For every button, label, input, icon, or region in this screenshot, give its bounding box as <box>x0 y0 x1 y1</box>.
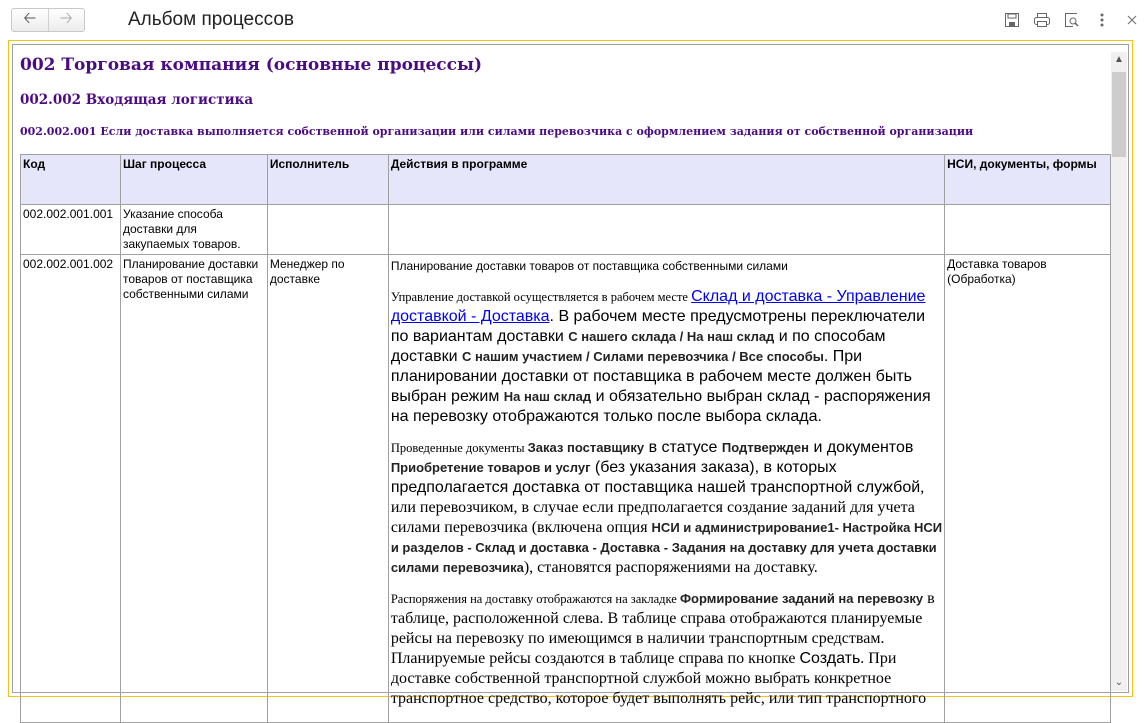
heading-level-2: 002.002 Входящая логистика <box>20 92 254 108</box>
column-header-executor: Исполнитель <box>267 155 388 205</box>
document-view <box>12 44 1129 707</box>
description-paragraph <box>391 257 942 276</box>
ui-term: С нашего склада / На наш склад <box>568 329 775 344</box>
table-header-row <box>21 155 1111 205</box>
cell-actions <box>388 205 944 255</box>
text-segment: и документов <box>809 439 914 456</box>
arrow-left-icon: 🡠 <box>23 9 37 27</box>
cell-executor <box>267 205 388 255</box>
close-button[interactable] <box>1117 8 1147 32</box>
cell-docs: Доставка товаров (Обработка) <box>945 255 1111 723</box>
text-segment: и по способам доставки <box>390 328 886 365</box>
cell-step: Планирование доставки товаров от поставщика собственными силами <box>120 255 267 723</box>
save-icon <box>1004 12 1020 28</box>
cell-docs <box>945 205 1111 255</box>
text-segment: . В рабочем месте предусмотрены переключатели по вариантам доставки <box>390 308 926 345</box>
text-segment: . При доставке собственной транспортной службой можно выбрать конкретное транспортное средство, которое будет выполнять рейс, или тип транспортного <box>390 650 927 707</box>
text-segment: ), становятся распоряжениями на доставку. <box>523 559 818 576</box>
table-row <box>21 255 1111 723</box>
column-header-step: Шаг процесса <box>120 155 267 205</box>
cell-code: 002.002.001.002 <box>21 255 121 723</box>
cell-executor: Менеджер по доставке <box>267 255 388 723</box>
navigation-link[interactable]: Склад и доставка - Управление доставкой - Доставка <box>390 288 926 325</box>
preview-icon <box>1064 12 1080 28</box>
ui-term: На наш склад <box>503 389 592 404</box>
cell-step: Указание способа доставки для закупаемых товаров. <box>120 205 267 255</box>
text-segment: . При планировании доставки от поставщика в рабочем месте должен быть выбран режим <box>390 348 912 405</box>
cell-actions <box>388 255 944 723</box>
text-segment: Управление доставкой осуществляется в рабочем месте <box>390 290 692 304</box>
back-button[interactable] <box>12 9 48 31</box>
text-segment: в статусе <box>644 439 722 456</box>
description-paragraph <box>391 438 942 578</box>
document-content <box>20 45 1110 723</box>
ui-term: Подтвержден <box>721 440 809 455</box>
ui-term: Приобретение товаров и услуг <box>390 460 591 475</box>
print-button[interactable] <box>1027 8 1057 32</box>
scrollbar-thumb[interactable] <box>1112 72 1126 157</box>
cell-code: 002.002.001.001 <box>21 205 121 255</box>
preview-button[interactable] <box>1057 8 1087 32</box>
arrow-right-icon: 🡢 <box>59 9 73 27</box>
text-segment: Планирование доставки товаров от поставщика собственными силами <box>390 259 788 273</box>
more-button[interactable] <box>1087 8 1117 32</box>
ui-term: Формирование заданий на перевозку <box>679 591 924 606</box>
save-button[interactable] <box>997 8 1027 32</box>
text-segment: (без указания заказа), в которых предполагается доставка от поставщика нашей транспортной службой <box>390 459 921 496</box>
document-frame <box>8 40 1133 707</box>
print-icon <box>1033 12 1051 28</box>
text-segment: Распоряжения на доставку отображаются на закладке <box>390 592 680 606</box>
heading-level-3: 002.002.001 Если доставка выполняется собственной организации или силами перевозчика с оформлением задания от собственной организации <box>20 125 974 138</box>
ui-term: С нашим участием / Силами перевозчика / Все способы <box>461 349 824 364</box>
heading-level-1: 002 Торговая компания (основные процессы) <box>20 55 483 75</box>
forward-button[interactable] <box>48 9 85 31</box>
process-table <box>20 154 1111 723</box>
description-paragraph <box>391 589 942 709</box>
window-title: Альбом процессов <box>128 9 294 30</box>
text-segment: Проведенные документы <box>390 441 528 455</box>
more-icon <box>1100 13 1104 27</box>
text-segment: в таблице, расположенной слева. В таблице справа отображаются планируемые рейсы на перевозку по имеющимся в наличии транспортным средствам. Планируемые рейсы создаются в таблице справа по кнопке <box>390 590 935 667</box>
text-segment: , или перевозчиком, в случае если предполагается создание заданий для учета силами перевозчика (включена опция <box>390 479 925 536</box>
text-segment: Создать <box>799 650 861 667</box>
column-header-docs: НСИ, документы, формы <box>945 155 1111 205</box>
table-row <box>21 205 1111 255</box>
ui-term: НСИ и администрирование1- Настройка НСИ и разделов - Склад и доставка - Доставка - Задания на доставку для учета доставки силами перевозчика <box>390 520 943 575</box>
column-header-code: Код <box>21 155 121 205</box>
scroll-down-icon[interactable]: ⌄ <box>1114 677 1124 688</box>
close-icon <box>1127 15 1137 25</box>
ui-term: Заказ поставщику <box>527 440 645 455</box>
toolbar <box>997 8 1147 32</box>
text-segment: и обязательно выбран склад - распоряжения на перевозку отображаются только после выбора склада. <box>390 388 931 425</box>
vertical-scrollbar[interactable] <box>1111 52 1127 691</box>
column-header-actions: Действия в программе <box>388 155 944 205</box>
description-paragraph <box>391 287 942 427</box>
navigation-buttons <box>11 8 85 32</box>
scroll-up-icon[interactable]: ▲ <box>1114 54 1124 65</box>
